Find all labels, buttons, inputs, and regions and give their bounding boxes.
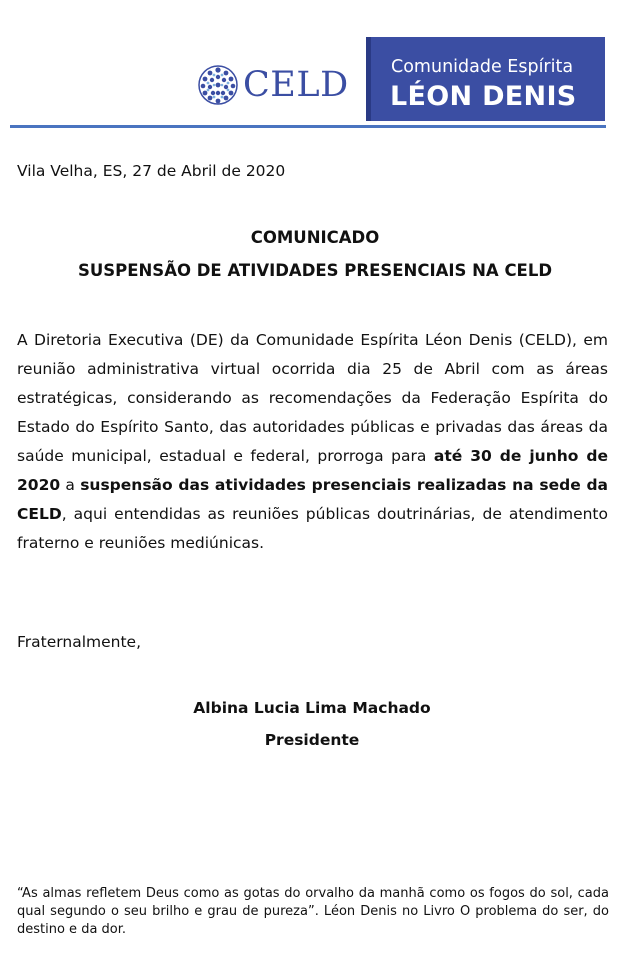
document-title: COMUNICADO bbox=[250, 228, 380, 247]
celd-logo bbox=[197, 62, 349, 108]
brand-line-name: LÉON DENIS bbox=[390, 81, 577, 112]
document-subtitle: SUSPENSÃO DE ATIVIDADES PRESENCIAIS NA CELD bbox=[77, 261, 553, 280]
celd-logo-text: CELD bbox=[243, 64, 349, 105]
body-text-part1: A Diretoria Executiva (DE) da Comunidade Espírita Léon Denis (CELD), em reunião administrativa virtual ocorrida dia 25 de Abril com as áreas estratégicas, considerando as recomendações da Federação Espírita do Estado do Espírito Santo, das autoridades públicas e privadas das áreas da saúde municipal, estadual e federal, prorroga para bbox=[17, 331, 608, 465]
footer-quote: “As almas refletem Deus como as gotas do orvalho da manhã como os fogos do sol, cada qual segundo o seu brilho e grau de pureza”. Léon Denis no Livro O problema do ser, do destino e da dor. bbox=[17, 886, 609, 937]
globe-people-icon bbox=[197, 64, 239, 106]
closing-salutation: Fraternalmente, bbox=[17, 633, 141, 651]
signer-role: Presidente bbox=[264, 731, 360, 749]
body-bold-date: até 30 de junho de 2020 bbox=[17, 447, 608, 494]
brand-line-community: Comunidade Espírita bbox=[391, 57, 574, 77]
body-paragraph bbox=[17, 326, 608, 558]
signer-name: Albina Lucia Lima Machado bbox=[193, 699, 431, 717]
brand-banner bbox=[366, 37, 605, 121]
letterhead bbox=[0, 0, 630, 132]
body-text-part3: , aqui entendidas as reuniões públicas doutrinárias, de atendimento fraterno e reuniões mediúnicas. bbox=[17, 505, 608, 552]
date-line: Vila Velha, ES, 27 de Abril de 2020 bbox=[17, 162, 286, 180]
body-text-part2: a bbox=[60, 476, 81, 494]
header-divider bbox=[10, 125, 606, 128]
body-bold-suspension: suspensão das atividades presenciais realizadas na sede da CELD bbox=[17, 476, 608, 523]
